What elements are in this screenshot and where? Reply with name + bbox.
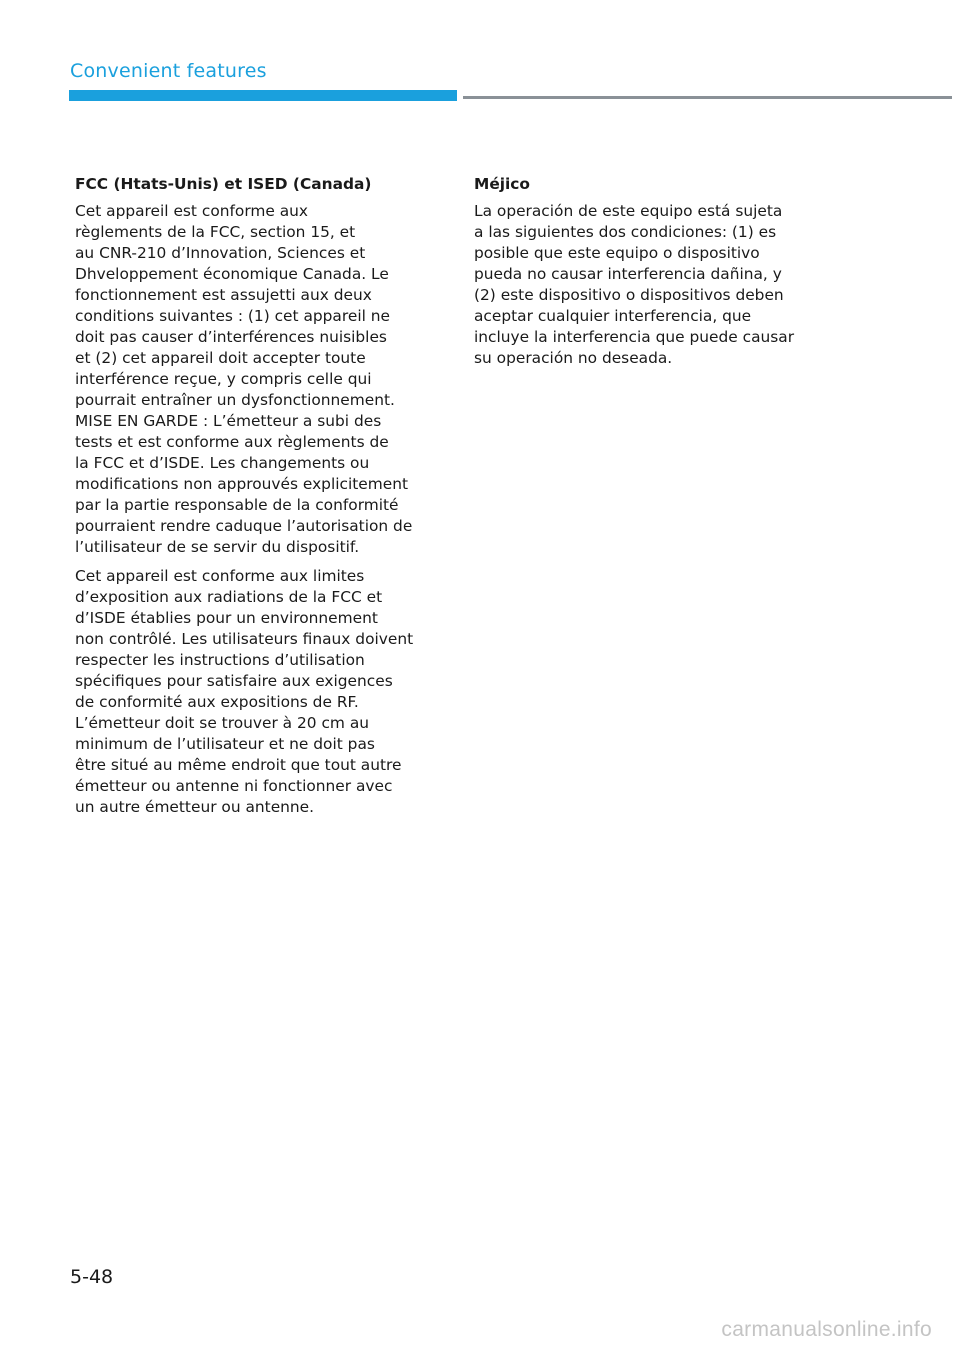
fcc-ised-paragraph-compliance: Cet appareil est conforme aux règlements de la FCC, section 15, et au CNR-210 d’Innovation, Sciences et Dhveloppement économique Canada. Le fonctionnement est assujetti aux deux conditions suivantes : (1) cet appareil ne doit pas causer d’interférences nuisibles et (2) cet appareil doit accepter toute interférence reçue, y compris celle qui pourrait entraîner un dysfonctionnement. MISE EN GARDE : L’émetteur a subi des tests et est conforme aux règlements de la FCC et d’ISDE. Les changements ou modifications non approuvés explicitement par la partie responsable de la conformité pourraient rendre caduque l’autorisation de l’utilisateur de se servir du dispositif.: [75, 202, 413, 556]
right-column: [474, 174, 854, 377]
mexico-heading: Méjico: [474, 175, 531, 193]
header-rule-accent: [69, 90, 457, 101]
fcc-ised-heading: FCC (Htats-Unis) et ISED (Canada): [75, 175, 372, 193]
section-title: Convenient features: [70, 60, 267, 82]
page-number: 5-48: [70, 1266, 114, 1288]
watermark-text: carmanualsonline.info: [721, 1318, 932, 1341]
left-column: [75, 174, 450, 826]
fcc-ised-paragraph-exposure: Cet appareil est conforme aux limites d’exposition aux radiations de la FCC et d’ISDE établies pour un environnement non contrôlé. Les utilisateurs finaux doivent respecter les instructions d’utilisation spécifiques pour satisfaire aux exigences de conformité aux expositions de RF. L’émetteur doit se trouver à 20 cm au minimum de l’utilisateur et ne doit pas être situé au même endroit que tout autre émetteur ou antenne ni fonctionner avec un autre émetteur ou antenne.: [75, 567, 414, 816]
mexico-paragraph: La operación de este equipo está sujeta a las siguientes dos condiciones: (1) es posible que este equipo o dispositivo pueda no causar interferencia dañina, y (2) este dispositivo o dispositivos deben aceptar cualquier interferencia, que incluye la interferencia que puede causar su operación no deseada.: [474, 202, 795, 367]
header-rule-gray: [463, 96, 952, 99]
